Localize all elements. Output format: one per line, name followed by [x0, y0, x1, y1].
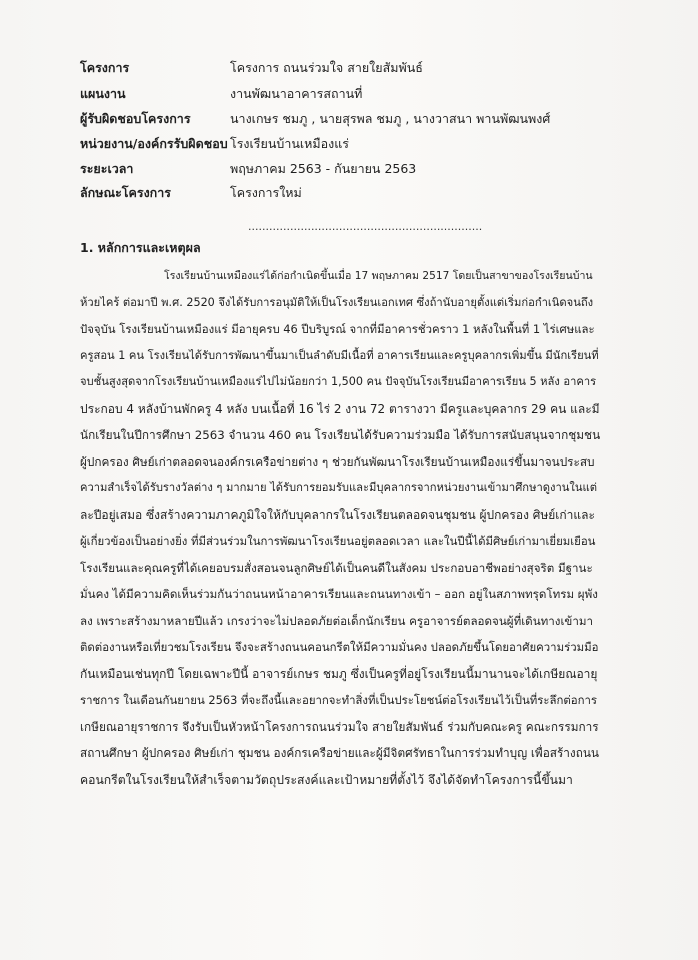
- plan-value: งานพัฒนาอาคารสถานที่: [230, 86, 363, 101]
- body-line: ราชการ ในเดือนกันยายน 2563 ที่จะถึงนี้และอยากจะทำสิ่งที่เป็นประโยชน์ต่อโรงเรียนไว้เป็นที่ระลึกต่อการ: [80, 693, 597, 707]
- body-line: ปัจจุบัน โรงเรียนบ้านเหมืองแร่ มีอายุครบ 46 ปีบริบูรณ์ จากที่มีอาคารชั่วคราว 1 หลังในพื้นที่ 1 ไร่เศษและ: [80, 322, 595, 336]
- dotted-divider: ...................................................................: [248, 220, 483, 233]
- body-line: มั่นคง ได้มีความคิดเห็นร่วมกันว่าถนนหน้าอาคารเรียนและถนนทางเข้า – ออก อยู่ในสภาพทรุดโทรม ผุพัง: [80, 587, 598, 601]
- body-line: ติดต่องานหรือเที่ยวชมโรงเรียน จึงจะสร้างถนนคอนกรีตให้มีความมั่นคง ปลอดภัยขึ้นโดยอาศัยความร่วมมือ: [80, 640, 599, 654]
- responsible-value: นางเกษร ชมภู , นายสุรพล ชมภู , นางวาสนา พานพัฒนพงศ์: [230, 111, 551, 126]
- body-line: ผู้ปกครอง ศิษย์เก่าตลอดจนองค์กรเครือข่ายต่าง ๆ ช่วยกันพัฒนาโรงเรียนบ้านเหมืองแร่ขึ้นมาจนประสบ: [80, 454, 595, 469]
- plan-label: แผนงาน: [80, 86, 126, 101]
- organization-value: โรงเรียนบ้านเหมืองแร่: [230, 136, 350, 151]
- body-line: ลง เพราะสร้างมาหลายปีแล้ว เกรงว่าจะไม่ปลอดภัยต่อเด็กนักเรียน ครูอาจารย์ตลอดจนผู้ที่เดินทางเข้ามา: [80, 613, 593, 628]
- type-value: โครงการใหม่: [230, 185, 302, 200]
- body-line: โรงเรียนและคุณครูที่ได้เคยอบรมสั่งสอนจนลูกศิษย์ได้เป็นคนดีในสังคม ประกอบอาชีพอย่างสุจริต มีฐานะ: [80, 560, 593, 575]
- type-label: ลักษณะโครงการ: [80, 185, 171, 200]
- body-line: ผู้เกี่ยวข้องเป็นอย่างยิ่ง ที่มีส่วนร่วมในการพัฒนาโรงเรียนอยู่ตลอดเวลา และในปีนี้ได้มีศิษย์เก่ามาเยี่ยมเยือน: [80, 534, 596, 548]
- project-value: โครงการ ถนนร่วมใจ สายใยสัมพันธ์: [230, 60, 423, 75]
- body-line: ห้วยไคร้ ต่อมาปี พ.ศ. 2520 จึงได้รับการอนุมัติให้เป็นโรงเรียนเอกเทศ ซึ่งถ้านับอายุตั้งแต่เริ่มก่อกำเนิดจนถึง: [80, 295, 594, 309]
- body-line: ประกอบ 4 หลังบ้านพักครู 4 หลัง บนเนื้อที่ 16 ไร่ 2 งาน 72 ตารางวา มีครูและบุคลากร 29 คน และมี: [80, 401, 600, 416]
- duration-label: ระยะเวลา: [80, 161, 134, 176]
- body-line: นักเรียนในปีการศึกษา 2563 จำนวน 460 คน โรงเรียนได้รับความร่วมมือ ได้รับการสนับสนุนจากชุมชน: [80, 428, 600, 442]
- body-line: ละปีอยู่เสมอ ซึ่งสร้างความภาคภูมิใจให้กับบุคลากรในโรงเรียนตลอดจนชุมชน ผู้ปกครอง ศิษย์เก่าและ: [80, 507, 595, 522]
- duration-value: พฤษภาคม 2563 - กันยายน 2563: [230, 161, 417, 176]
- body-line: สถานศึกษา ผู้ปกครอง ศิษย์เก่า ชุมชน องค์กรเครือข่ายและผู้มีจิตศรัทธาในการร่วมทำบุญ เพื่อสร้างถนน: [80, 746, 599, 760]
- section-body: [80, 263, 600, 793]
- organization-label: หน่วยงาน/องค์กรรับผิดชอบ: [80, 136, 228, 151]
- body-line: ครูสอน 1 คน โรงเรียนได้รับการพัฒนาขึ้นมาเป็นลำดับมีเนื้อที่ อาคารเรียนและครูบุคลากรเพิ่มขึ้น มีนักเรียนที่: [80, 348, 599, 362]
- body-line: เกษียณอายุราชการ จึงรับเป็นหัวหน้าโครงการถนนร่วมใจ สายใยสัมพันธ์ ร่วมกับคณะครู คณะกรรมการ: [80, 719, 599, 734]
- body-line: คอนกรีตในโรงเรียนให้สำเร็จตามวัตถุประสงค์และเป้าหมายที่ตั้งไว้ จึงได้จัดทำโครงการนี้ขึ้นมา: [80, 772, 573, 787]
- body-line: กันเหมือนเช่นทุกปี โดยเฉพาะปีนี้ อาจารย์เกษร ชมภู ซึ่งเป็นครูที่อยู่โรงเรียนนี้มานานจะได้เกษียณอายุ: [80, 666, 598, 681]
- body-line: จบชั้นสูงสุดจากโรงเรียนบ้านเหมืองแร่ไปไม่น้อยกว่า 1,500 คน ปัจจุบันโรงเรียนมีอาคารเรียน 5 หลัง อาคาร: [80, 375, 597, 388]
- project-label: โครงการ: [80, 60, 130, 75]
- body-line: โรงเรียนบ้านเหมืองแร่ได้ก่อกำเนิดขึ้นเมื่อ 17 พฤษภาคม 2517 โดยเป็นสาขาของโรงเรียนบ้าน: [164, 270, 593, 282]
- section-heading: 1. หลักการและเหตุผล: [80, 240, 201, 255]
- responsible-label: ผู้รับผิดชอบโครงการ: [80, 111, 191, 126]
- body-line: ความสำเร็จได้รับรางวัลต่าง ๆ มากมาย ได้รับการยอมรับและมีบุคลากรจากหน่วยงานเข้ามาศึกษาดูงานในแต่: [80, 481, 597, 494]
